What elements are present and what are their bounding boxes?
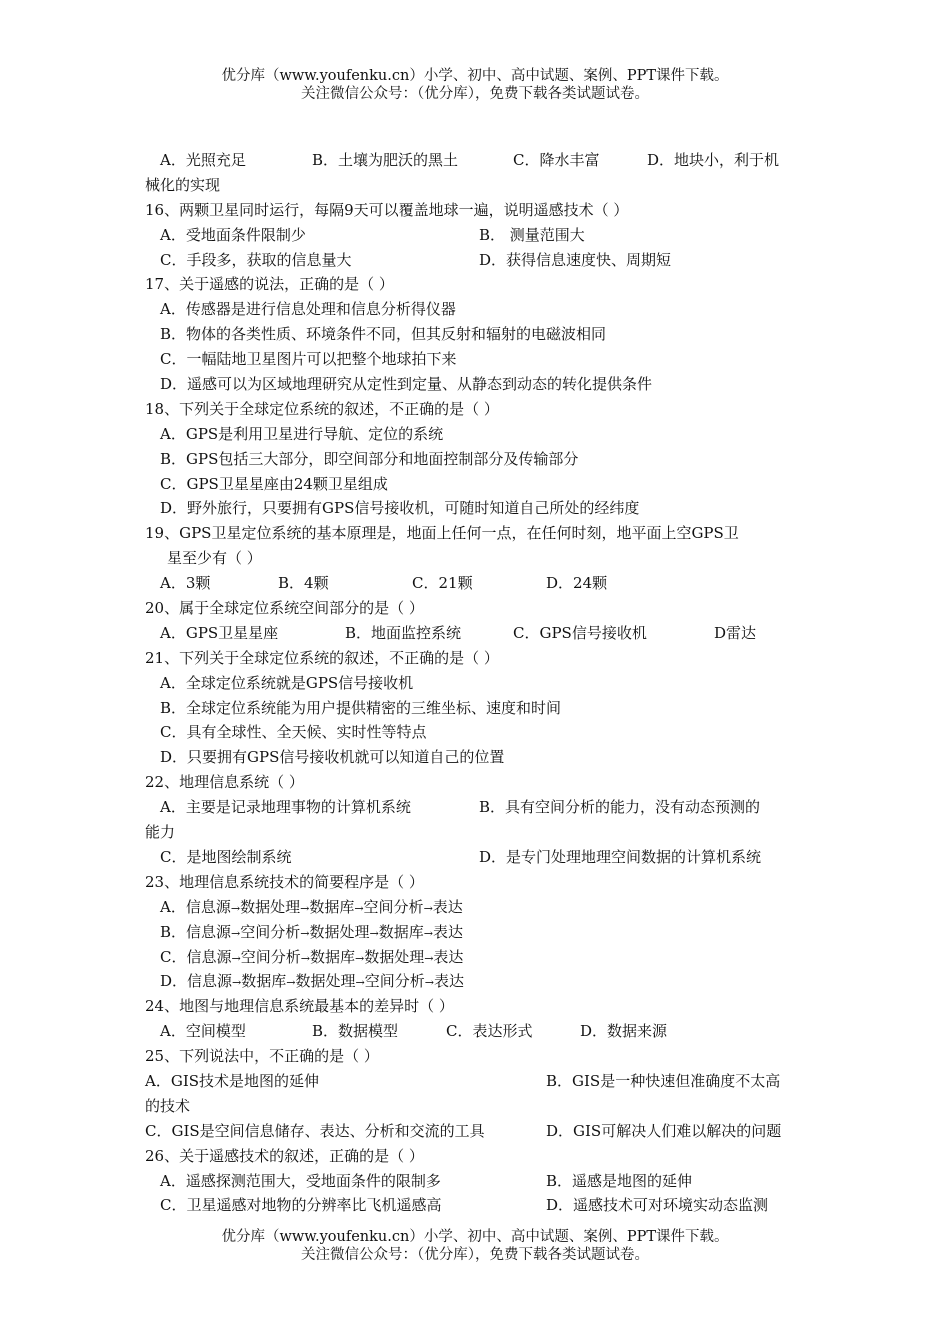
q21-option-b: B．全球定位系统能为用户提供精密的三维坐标、速度和时间 bbox=[160, 698, 562, 717]
page-footer bbox=[0, 1228, 950, 1264]
q21-option-c: C．具有全球性、全天候、实时性等特点 bbox=[160, 723, 427, 742]
q25-option-d: D．GIS可解决人们难以解决的问题 bbox=[546, 1121, 782, 1140]
footer-line-2: 关注微信公众号：（优分库），免费下载各类试题试卷。 bbox=[301, 1247, 649, 1263]
q26-options-row-1 bbox=[145, 1169, 810, 1194]
q17-option-d: D．遥感可以为区域地理研究从定性到定量、从静态到动态的转化提供条件 bbox=[160, 375, 653, 394]
q18-option-d: D．野外旅行，只要拥有GPS信号接收机，可随时知道自己所处的经纬度 bbox=[160, 499, 640, 518]
q22-option-a: A．主要是记录地理事物的计算机系统 bbox=[160, 798, 411, 817]
q25-stem: 25、下列说法中，不正确的是（ ） bbox=[145, 1047, 379, 1066]
q24-stem: 24、地图与地理信息系统最基本的差异时（ ） bbox=[145, 997, 454, 1016]
q25-option-b: B．GIS是一种快速但准确度不太高 bbox=[546, 1071, 781, 1090]
q22-option-d: D．是专门处理地理空间数据的计算机系统 bbox=[479, 847, 762, 866]
q26-option-a: A．遥感探测范围大，受地面条件的限制多 bbox=[160, 1171, 441, 1190]
q19-option-d: D．24颗 bbox=[546, 574, 608, 593]
q20-option-a: A．GPS卫星星座 bbox=[160, 623, 279, 642]
q23-option-d: D．信息源→数据库→数据处理→空间分析→表达 bbox=[160, 972, 464, 991]
q16-options-row-2 bbox=[145, 248, 810, 273]
q22-options-row-2 bbox=[145, 845, 810, 870]
q16-option-d: D．获得信息速度快、周期短 bbox=[479, 250, 672, 269]
q15-option-d: D．地块小，利于机 bbox=[647, 151, 780, 169]
q18-option-c: C．GPS卫星星座由24颗卫星组成 bbox=[160, 474, 388, 493]
q25-options-row-2 bbox=[145, 1119, 810, 1144]
page-header bbox=[0, 67, 950, 103]
q19-options bbox=[145, 571, 810, 596]
q24-option-d: D．数据来源 bbox=[580, 1022, 668, 1041]
q19-option-b: B．4颗 bbox=[278, 574, 329, 593]
q22-option-b: B．具有空间分析的能力，没有动态预测的 bbox=[479, 798, 761, 817]
header-line-1: 优分库（www.youfenku.cn）小学、初中、高中试题、案例、PPT课件下载。 bbox=[221, 68, 729, 84]
q26-option-c: C．卫星遥感对地物的分辨率比飞机遥感高 bbox=[160, 1196, 442, 1215]
q15-option-b: B．土壤为肥沃的黑土 bbox=[312, 151, 459, 169]
q24-options bbox=[145, 1019, 810, 1044]
question-list bbox=[145, 148, 810, 1218]
q16-option-c: C．手段多，获取的信息量大 bbox=[160, 250, 352, 269]
q15-option-a: A．光照充足 bbox=[160, 151, 246, 169]
q25-option-a: A．GIS技术是地图的延伸 bbox=[145, 1071, 320, 1090]
q19-option-c: C．21颗 bbox=[412, 574, 473, 593]
q21-option-d: D．只要拥有GPS信号接收机就可以知道自己的位置 bbox=[160, 748, 505, 767]
q15-options bbox=[145, 148, 810, 173]
q25-option-c: C．GIS是空间信息储存、表达、分析和交流的工具 bbox=[145, 1121, 485, 1140]
q25-options-row-1 bbox=[145, 1069, 810, 1094]
q19-option-a: A．3颗 bbox=[160, 574, 211, 593]
q20-option-b: B．地面监控系统 bbox=[345, 623, 462, 642]
header-line-2: 关注微信公众号：（优分库），免费下载各类试题试卷。 bbox=[301, 86, 649, 102]
q17-option-b: B．物体的各类性质、环境条件不同，但其反射和辐射的电磁波相同 bbox=[160, 325, 607, 344]
q20-option-c: C．GPS信号接收机 bbox=[513, 623, 647, 642]
q23-option-a: A．信息源→数据处理→数据库→空间分析→表达 bbox=[160, 897, 463, 916]
q15-option-d-continued: 械化的实现 bbox=[145, 175, 221, 194]
q20-option-d: D雷达 bbox=[714, 623, 757, 642]
q18-option-a: A．GPS是利用卫星进行导航、定位的系统 bbox=[160, 424, 444, 443]
q23-stem: 23、地理信息系统技术的简要程序是（ ） bbox=[145, 872, 424, 891]
q26-option-d: D．遥感技术可对环境实动态监测 bbox=[546, 1196, 769, 1215]
q22-option-b-continued: 能力 bbox=[145, 823, 176, 842]
q17-stem: 17、关于遥感的说法，正确的是（ ） bbox=[145, 275, 394, 294]
q21-stem: 21、下列关于全球定位系统的叙述，不正确的是（ ） bbox=[145, 648, 499, 667]
q20-stem: 20、属于全球定位系统空间部分的是（ ） bbox=[145, 599, 424, 618]
q17-option-a: A．传感器是进行信息处理和信息分析得仪器 bbox=[160, 300, 456, 319]
q19-stem-continued: 星至少有（ ） bbox=[167, 549, 262, 568]
footer-line-1: 优分库（www.youfenku.cn）小学、初中、高中试题、案例、PPT课件下载。 bbox=[221, 1229, 729, 1245]
q24-option-a: A．空间模型 bbox=[160, 1022, 246, 1041]
q22-option-c: C．是地图绘制系统 bbox=[160, 847, 292, 866]
q17-option-c: C．一幅陆地卫星图片可以把整个地球拍下来 bbox=[160, 350, 457, 369]
q25-option-b-continued: 的技术 bbox=[145, 1096, 191, 1115]
q20-options bbox=[145, 621, 810, 646]
q15-option-c: C．降水丰富 bbox=[513, 151, 600, 169]
q23-option-c: C．信息源→空间分析→数据库→数据处理→表达 bbox=[160, 947, 464, 966]
q24-option-c: C．表达形式 bbox=[446, 1022, 533, 1041]
q26-options-row-2 bbox=[145, 1193, 810, 1218]
q23-option-b: B．信息源→空间分析→数据处理→数据库→表达 bbox=[160, 922, 463, 941]
q16-option-b: B． 测量范围大 bbox=[479, 225, 585, 244]
q22-stem: 22、地理信息系统（ ） bbox=[145, 773, 304, 792]
q26-option-b: B．遥感是地图的延伸 bbox=[546, 1171, 693, 1190]
q24-option-b: B．数据模型 bbox=[312, 1022, 399, 1041]
q22-options-row-1 bbox=[145, 795, 810, 820]
q16-stem: 16、两颗卫星同时运行，每隔9天可以覆盖地球一遍，说明遥感技术（ ） bbox=[145, 200, 629, 219]
q19-stem: 19、GPS卫星定位系统的基本原理是，地面上任何一点，在任何时刻，地平面上空GPS卫 bbox=[145, 524, 739, 543]
q21-option-a: A．全球定位系统就是GPS信号接收机 bbox=[160, 673, 414, 692]
q18-stem: 18、下列关于全球定位系统的叙述，不正确的是（ ） bbox=[145, 399, 499, 418]
q16-options-row-1 bbox=[145, 223, 810, 248]
q26-stem: 26、关于遥感技术的叙述，正确的是（ ） bbox=[145, 1146, 424, 1165]
q18-option-b: B．GPS包括三大部分，即空间部分和地面控制部分及传输部分 bbox=[160, 449, 579, 468]
q16-option-a: A．受地面条件限制少 bbox=[160, 225, 306, 244]
